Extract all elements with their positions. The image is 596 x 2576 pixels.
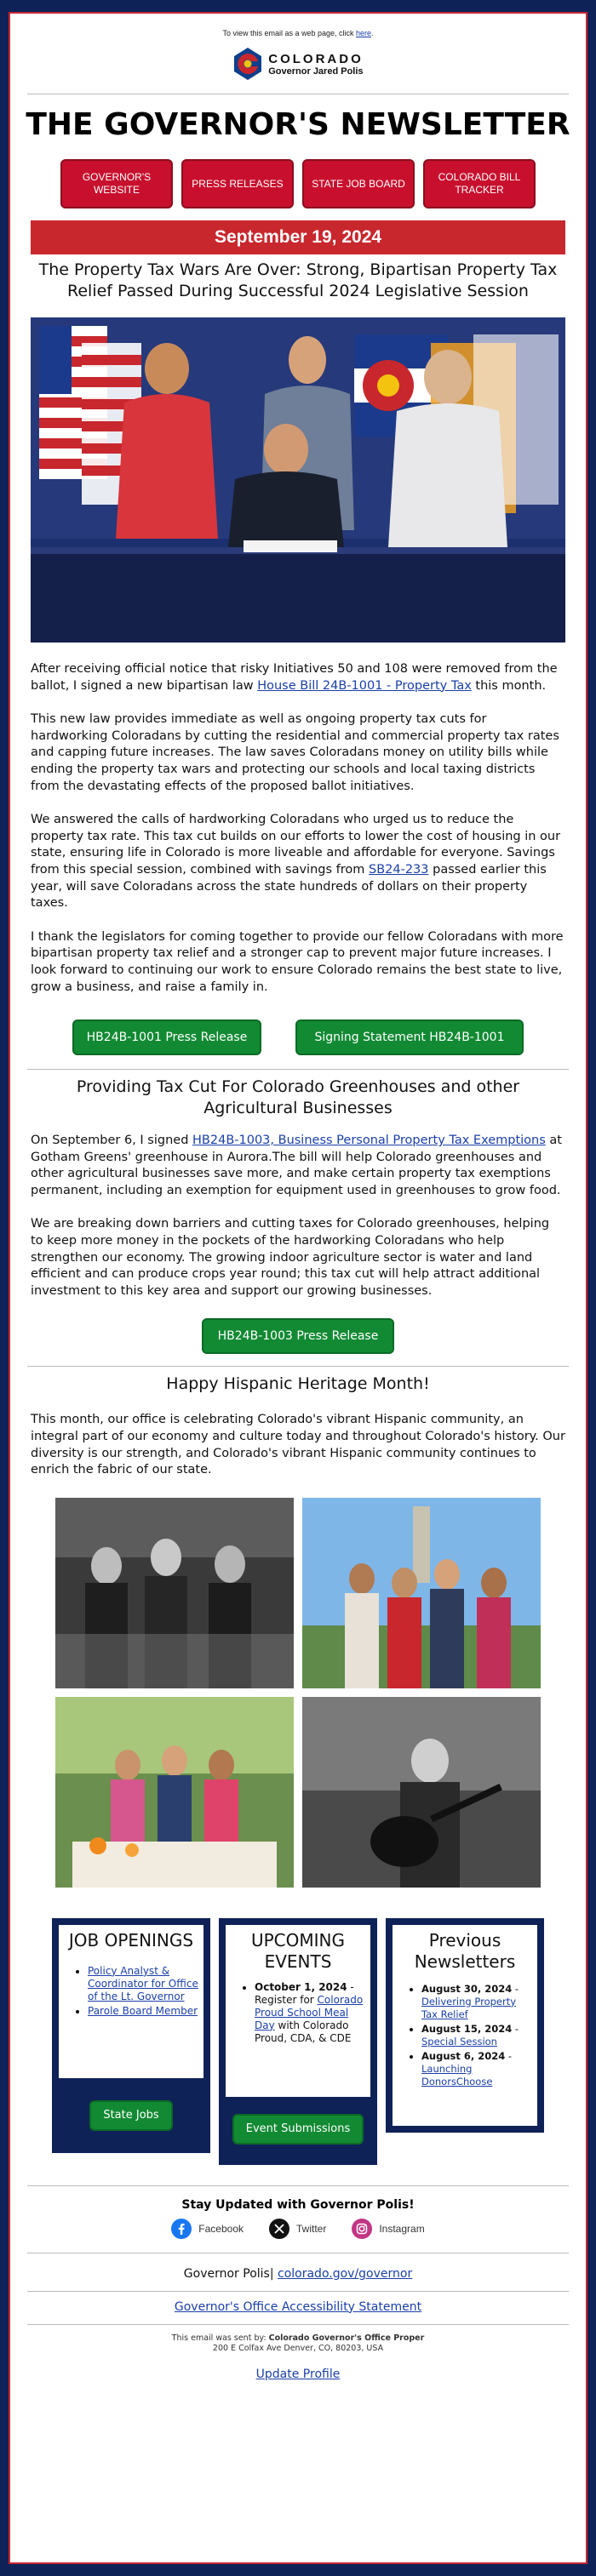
- story2-paragraph-2: We are breaking down barriers and cutting taxes for Colorado greenhouses, helping to keep more money in the pockets of the hardworking Coloradans who help strengthen our economy. The growing indoor agriculture sector is water and land efficient and can produce crops year round; this tax cut will help attract additional investment to this key area and support our growing businesses.: [31, 1217, 550, 1298]
- story3-paragraph-1: This month, our office is celebrating Colorado's vibrant Hispanic community, an integral part of our economy and culture today and throughout Colorado's history. Our diversity is our strength, and Colorado's vibrant Hispanic community continues to enrich the fabric of our state.: [31, 1413, 565, 1477]
- facebook-link[interactable]: Facebook: [171, 2219, 244, 2239]
- bill-signing-image: [31, 317, 565, 643]
- heritage-photo-group: [302, 1498, 541, 1688]
- upcoming-events-list: • October 1, 2024 - Register for Colorado Proud School Meal Day with Colorado Proud, CDA, & CDE: [231, 1981, 365, 2045]
- twitter-link[interactable]: Twitter: [269, 2219, 326, 2239]
- job-link-parole-board[interactable]: Parole Board Member: [88, 2004, 198, 2017]
- bill-tracker-button[interactable]: COLORADO BILL TRACKER: [423, 159, 536, 208]
- newsletter-frame: [9, 12, 587, 2564]
- hb24b-1003-link[interactable]: HB24B-1003, Business Personal Property Tax Exemptions: [192, 1134, 546, 1148]
- story2-heading: Providing Tax Cut For Colorado Greenhouses and other Agricultural Businesses: [76, 1077, 520, 1118]
- divider: [27, 2324, 569, 2325]
- school-meal-day-link[interactable]: Colorado Proud School Meal Day: [255, 1993, 364, 2031]
- web-view-note: To view this email as a web page, click here.: [222, 29, 374, 37]
- bill-signing-photo: [31, 317, 565, 643]
- x-twitter-icon: [269, 2219, 289, 2239]
- job-openings-box: [52, 1918, 210, 2153]
- newsletter-link-tax-relief[interactable]: Delivering Property Tax Relief: [421, 1995, 517, 2020]
- instagram-icon: [352, 2219, 372, 2239]
- social-heading: Stay Updated with Governor Polis!: [181, 2197, 415, 2212]
- job-openings-title: JOB OPENINGS: [68, 1929, 194, 1951]
- signing-statement-button[interactable]: Signing Statement HB24B-1001: [295, 1020, 524, 1055]
- accessibility-statement-link[interactable]: Governor's Office Accessibility Statement: [174, 2299, 422, 2314]
- date-banner: September 19, 2024: [31, 220, 565, 254]
- state-job-board-button[interactable]: STATE JOB BOARD: [302, 159, 415, 208]
- heritage-photo-grid: [10, 1498, 586, 1888]
- story1-paragraph-1: After receiving official notice that risky Initiatives 50 and 108 were removed from the ballot, I signed a new bipartisan law House Bill 24B-1001 - Property Tax this month.: [31, 662, 558, 693]
- update-profile-link[interactable]: Update Profile: [255, 2367, 341, 2381]
- story1-paragraph-3: We answered the calls of hardworking Coloradans who urged us to reduce the property tax rate. This tax cut builds on our efforts to lower the cost of housing in our state, ensuring life in Colorado is more liveable and affordable for everyone. Savings from this special session, combined with savings from SB24-233 passed earlier this year, will save Coloradans across the state hundreds of dollars on their property taxes.: [31, 813, 561, 911]
- sender-info: This email was sent by: Colorado Governor's Office Proper 200 E Colfax Ave Denver, CO, 80203, USA: [171, 2333, 425, 2353]
- newsletter-link-special-session[interactable]: Special Session: [421, 2035, 497, 2048]
- newsletter-link-donorschoose[interactable]: Launching DonorsChoose: [421, 2062, 493, 2088]
- nav-buttons: [10, 159, 586, 208]
- press-releases-button[interactable]: PRESS RELEASES: [181, 159, 294, 208]
- heritage-photo-mariachi: [55, 1498, 294, 1688]
- previous-newsletters-title: Previous Newsletters: [414, 1929, 516, 1972]
- governor-site-link[interactable]: colorado.gov/governor: [278, 2266, 413, 2281]
- hb24b-1001-link[interactable]: House Bill 24B-1001 - Property Tax: [257, 678, 472, 693]
- hb24b-1003-press-release-button[interactable]: HB24B-1003 Press Release: [202, 1318, 394, 1354]
- colorado-logo: [10, 46, 586, 82]
- instagram-link[interactable]: Instagram: [352, 2219, 424, 2239]
- heritage-photo-table: [55, 1697, 294, 1888]
- newsletter-title: THE GOVERNOR'S NEWSLETTER: [26, 107, 570, 142]
- job-openings-list: [64, 1965, 198, 2018]
- upcoming-events-title: UPCOMING EVENTS: [250, 1929, 346, 1972]
- divider: [27, 2185, 569, 2186]
- story2-paragraph-1: On September 6, I signed HB24B-1003, Business Personal Property Tax Exemptions at Gotham Greens' greenhouse in Aurora.The bill will help Colorado greenhouses and other agricultural businesses save more, and make certain property tax exemptions permanent, including an exemption for equipment used in greenhouses to grow food.: [31, 1134, 562, 1197]
- governors-website-button[interactable]: GOVERNOR'S WEBSITE: [60, 159, 173, 208]
- divider: [27, 2291, 569, 2292]
- story1-paragraph-2: This new law provides immediate as well as ongoing property tax cuts for hardworking Coloradans by cutting the residential and commercial property tax rates and capping future increases. The law saves Coloradans money on utility bills while ending the property tax wars and protecting our schools and local taxing districts from the devastating effects of the proposed ballot initiatives.: [31, 712, 559, 793]
- social-links: [10, 2219, 586, 2239]
- web-view-link[interactable]: here: [356, 29, 372, 37]
- previous-newsletters-box: [386, 1918, 544, 2133]
- story1-paragraph-4: I thank the legislators for coming together to provide our fellow Coloradans with more bipartisan property tax relief and a stronger cap to prevent major future increases. I look forward to continuing our work to ensure Colorado remains the best state to live, grow a business, and raise a family in.: [31, 929, 564, 994]
- colorado-c-icon: [232, 46, 263, 82]
- job-link-policy-analyst[interactable]: Policy Analyst & Coordinator for Office of the Lt. Governor: [88, 1964, 198, 2002]
- story1-heading: The Property Tax Wars Are Over: Strong, Bipartisan Property Tax Relief Passed During Successful 2024 Legislative Session: [38, 260, 558, 300]
- hb24b-1001-press-release-button[interactable]: HB24B-1001 Press Release: [72, 1020, 261, 1055]
- divider: [27, 1069, 569, 1070]
- logo-state: COLORADO: [268, 51, 364, 66]
- previous-newsletters-list: • August 30, 2024 - Delivering Property Tax Relief • August 15, 2024 - Special Session • August 6, 2024 - Launching DonorsChoose: [398, 1983, 532, 2088]
- upcoming-events-box: [219, 1918, 377, 2165]
- state-jobs-button[interactable]: State Jobs: [89, 2100, 173, 2131]
- logo-office: Governor Jared Polis: [268, 66, 364, 77]
- divider: [27, 1366, 569, 1367]
- story3-heading: Happy Hispanic Heritage Month!: [166, 1374, 430, 1394]
- facebook-icon: [171, 2219, 192, 2239]
- sb24-233-link[interactable]: SB24-233: [368, 862, 429, 877]
- heritage-photo-guitar: [302, 1697, 541, 1888]
- event-submissions-button[interactable]: Event Submissions: [232, 2114, 364, 2145]
- governor-signature: Governor Polis| colorado.gov/governor: [183, 2266, 413, 2281]
